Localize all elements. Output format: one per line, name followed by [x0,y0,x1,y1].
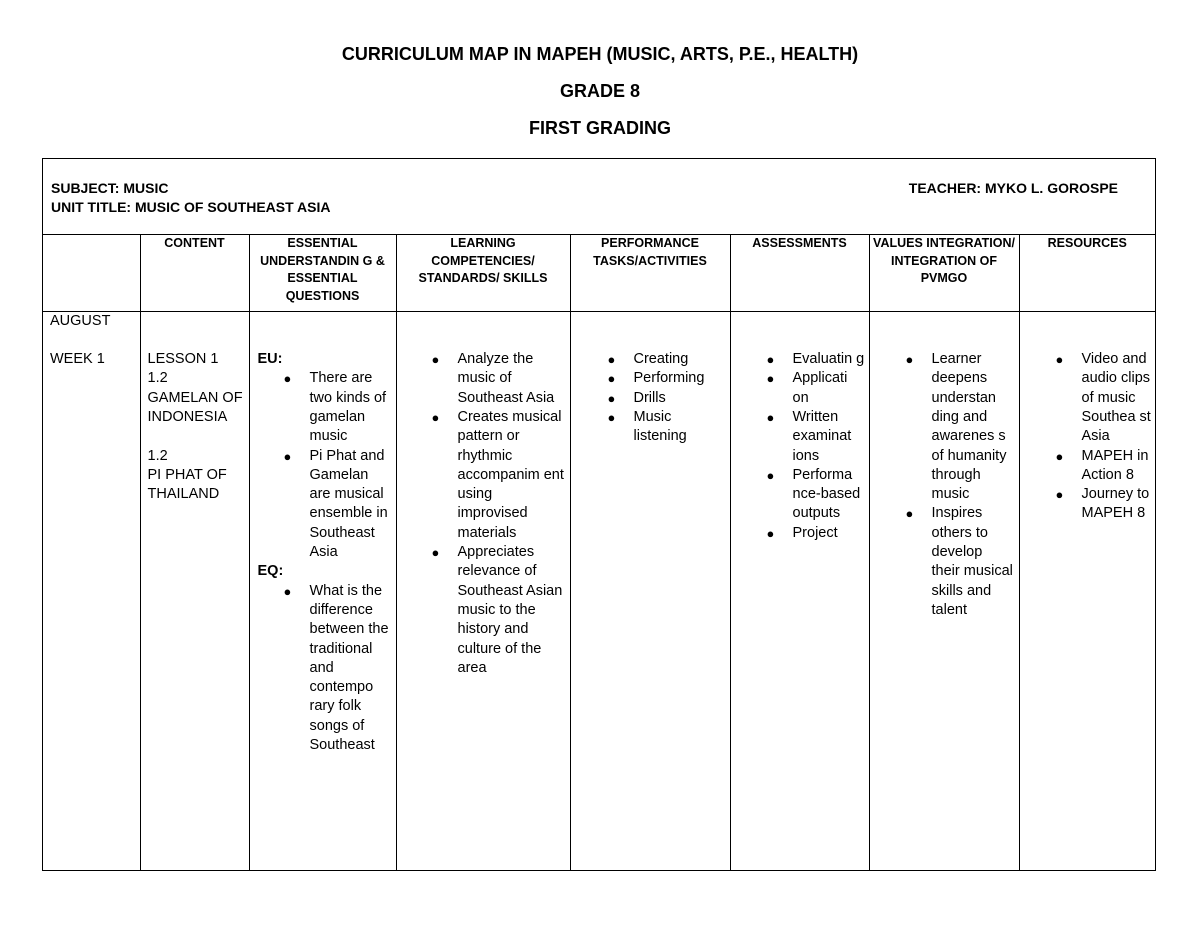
values-list [877,350,1015,620]
resources-list [1027,350,1152,524]
header-empty [43,235,140,311]
header-learning: LEARNING COMPETENCIES/ STANDARDS/ SKILLS [396,235,570,311]
header-values: VALUES INTEGRATION/ INTEGRATION OF PVMGO [869,235,1019,311]
header-essential: ESSENTIAL UNDERSTANDIN G & ESSENTIAL QUESTIONS [249,235,396,311]
table-row [43,311,1155,870]
list-item: ● Journey to MAPEH 8 [1055,486,1150,522]
list-item: ● MAPEH in Action 8 [1055,447,1149,483]
list-item: ● Pi Phat and Gamelan are musical ensemble in Southeast Asia [283,447,388,561]
list-item: ● Inspires others to develop their musical skills and talent [905,505,1013,618]
lesson-label: LESSON 1 [147,351,219,368]
assessments-list [738,350,865,543]
grade-title: GRADE 8 [559,81,640,101]
document-title: CURRICULUM MAP IN MAPEH (MUSIC, ARTS, P.E., HEALTH) [341,44,859,64]
document-title-block [0,44,1200,155]
list-item: ● Creating [607,351,689,368]
grading-period-title: FIRST GRADING [529,118,671,138]
info-row [43,159,1155,235]
eq-list [258,582,392,756]
essential-cell [249,311,396,870]
list-item: ● Written examinat ions [766,408,852,464]
list-item: ● Performing [607,370,705,387]
performance-cell [570,311,730,870]
subject-label: SUBJECT: MUSIC [51,180,169,196]
curriculum-map-table [42,158,1156,871]
list-item: ● Performa nce-based outputs [766,466,861,522]
list-item: ● Video and audio clips of music Southea st Asia [1055,351,1151,445]
lesson-item-title: GAMELAN OF INDONESIA [147,389,243,425]
learning-cell [396,311,570,870]
curriculum-grid [43,235,1155,870]
header-resources: RESOURCES [1019,235,1155,311]
list-item: ● There are two kinds of gamelan music [283,370,387,445]
list-item: ● Analyze the music of Southeast Asia [431,351,555,406]
subject-unit-info [51,179,330,217]
header-assessments: ASSESSMENTS [730,235,869,311]
list-item: ● Drills [607,389,666,406]
list-item: ● Project [766,524,838,541]
header-content: CONTENT [140,235,249,311]
assessments-cell [730,311,869,870]
header-performance: PERFORMANCE TASKS/ACTIVITIES [570,235,730,311]
values-cell [869,311,1019,870]
header-row [43,235,1155,311]
list-item: ● Music listening [607,408,687,445]
learning-list [404,350,566,678]
eu-list [258,369,392,562]
eq-label: EQ: [257,563,284,580]
list-item: ● Applicati on [766,370,848,406]
lesson-item-number: 1.2 [147,447,168,464]
list-item: ● Appreciates relevance of Southeast Asian music to the history and culture of the area [431,544,563,676]
unit-title-label: UNIT TITLE: MUSIC OF SOUTHEAST ASIA [51,199,331,215]
lesson-item-number: 1.2 [147,370,168,387]
list-item: ● Creates musical pattern or rhythmic accompanim ent using improvised materials [431,408,564,541]
content-cell [140,311,249,870]
teacher-label: TEACHER: MYKO L. GOROSPE [908,180,1118,196]
resources-cell [1019,311,1155,870]
week-label: WEEK 1 [50,351,105,368]
performance-list [578,350,726,446]
eu-label: EU: [257,351,283,368]
lesson-item-title: PI PHAT OF THAILAND [147,466,227,503]
list-item: ● Learner deepens understan ding and awarenes s of humanity through music [905,351,1007,503]
month-label: AUGUST [50,312,111,329]
timeframe-cell [43,311,140,870]
list-item: ● What is the difference between the traditional and contempo rary folk songs of Southeast [283,582,389,754]
list-item: ● Evaluatin g [766,351,865,368]
